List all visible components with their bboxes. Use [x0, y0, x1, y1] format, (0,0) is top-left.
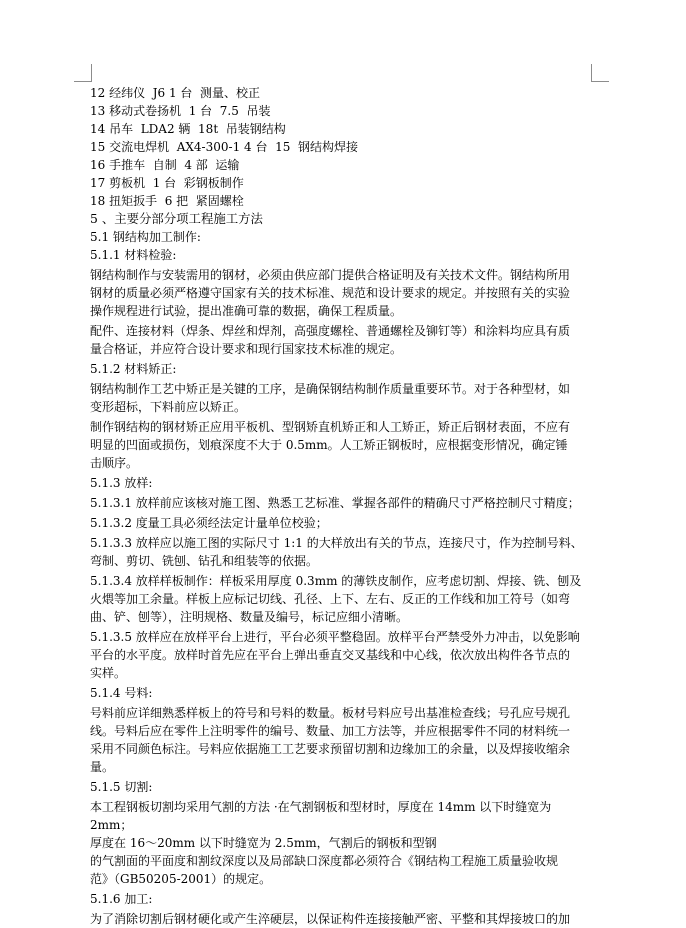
body-line: 5.1.3.4 放样样板制作：样板采用厚度 0.3mm 的薄铁皮制作，应考虑切割、焊接、铣、刨及: [90, 574, 582, 588]
equipment-line-12: 12 经纬仪 J6 1 台 测量、校正: [90, 86, 261, 100]
body-line: 操作规程进行试验，提出准确可靠的数据，确保工程质量。: [90, 304, 403, 318]
heading-5-1-5: 5.1.5 切割:: [90, 780, 153, 794]
equipment-line-13: 13 移动式卷扬机 1 台 7.5 吊装: [90, 104, 271, 118]
body-line: 配件、连接材料（焊条、焊丝和焊剂，高强度螺栓、普通螺栓及铆钉等）和涂料均应具有质: [90, 324, 571, 338]
section-heading-5: 5 、主要分部分项工程施工方法: [90, 211, 263, 226]
body-line: 5.1.3.1 放样前应该核对施工图、熟悉工艺标准、掌握各部件的精确尺寸严格控制尺寸精度；: [90, 496, 580, 510]
body-line: 火煨等加工余量。样板上应标记切线、孔径、上下、左右、反正的工作线和加工符号（如弯: [90, 592, 571, 606]
body-line: 击顺序。: [90, 456, 139, 470]
body-line: 线。号料后应在零件上注明零件的编号、数量、加工方法等，并应根据零件不同的材料统一: [90, 724, 571, 738]
body-line: 平台的水平度。放样时首先应在平台上弹出垂直交叉基线和中心线，依次放出构件各节点的: [90, 648, 571, 662]
body-line: 5.1.3.2 度量工具必须经法定计量单位校验；: [90, 516, 328, 530]
body-line: 范》（GB50205-2001）的规定。: [90, 872, 272, 886]
body-line: 本工程钢板切割均采用气割的方法 ·在气割钢板和型材时，厚度在 14mm 以下时缝宽为 2mm；: [90, 800, 556, 832]
heading-5-1-1: 5.1.1 材料检验:: [90, 248, 177, 262]
equipment-line-15: 15 交流电焊机 AX4-300-1 4 台 15 钢结构焊接: [90, 140, 358, 154]
body-line: 制作钢结构的钢材矫正应用平板机、型钢矫直机矫正和人工矫正，矫正后钢材表面，不应有: [90, 420, 571, 434]
body-line: 钢结构制作与安装需用的钢材，必须由供应部门提供合格证明及有关技术文件。钢结构所用: [90, 268, 571, 282]
body-line: 5.1.3.3 放样应以施工图的实际尺寸 1:1 的大样放出有关的节点，连接尺寸，作为控制号料、: [90, 536, 583, 550]
body-line: 采用不同颜色标注。号料应依据施工工艺要求预留切割和边缘加工的余量，以及焊接收缩余: [90, 742, 571, 756]
heading-5-1: 5.1 钢结构加工制作:: [90, 230, 201, 244]
body-line: 曲、铲、刨等），注明规格、数量及编号，标记应细小清晰。: [90, 610, 409, 624]
heading-5-1-2: 5.1.2 材料矫正:: [90, 362, 177, 376]
equipment-line-14: 14 吊车 LDA2 辆 18t 吊装钢结构: [90, 122, 286, 136]
body-line: 钢结构制作工艺中矫正是关键的工序，是确保钢结构制作质量重要环节。对于各种型材，如: [90, 382, 571, 396]
document-body: [90, 84, 594, 928]
body-line: 5.1.3.5 放样应在放样平台上进行，平台必须平整稳固。放样平台严禁受外力冲击，以免影响: [90, 630, 580, 644]
crop-mark-top-left: [74, 64, 92, 82]
heading-5-1-4: 5.1.4 号料:: [90, 686, 153, 700]
body-line: 量合格证，并应符合设计要求和现行国家技术标准的规定。: [90, 342, 403, 356]
body-line: 为了消除切割后钢材硬化或产生淬硬层，以保证构件连接接触严密、平整和其焊接坡口的加: [90, 912, 571, 926]
body-line: 的气割面的平面度和割纹深度以及局部缺口深度都必须符合《钢结构工程施工质量验收规: [90, 854, 559, 868]
body-line: 弯制、剪切、铣刨、钻孔和组装等的依据。: [90, 554, 319, 568]
body-line: 实样。: [90, 666, 127, 680]
heading-5-1-6: 5.1.6 加工:: [90, 892, 153, 906]
body-line: 号料前应详细熟悉样板上的符号和号料的数量。板材号料应号出基准检查线；号孔应号规孔: [90, 706, 571, 720]
body-line: 厚度在 16～20mm 以下时缝宽为 2.5mm，气割后的钢板和型钢: [90, 836, 437, 850]
body-line: 量。: [90, 760, 115, 774]
body-line: 明显的凹面或损伤，划痕深度不大于 0.5mm。人工矫正钢板时，应根据变形情况，确定锤: [90, 438, 568, 452]
equipment-line-18: 18 扭矩扳手 6 把 紧固螺栓: [90, 194, 244, 208]
heading-5-1-3: 5.1.3 放样:: [90, 476, 153, 490]
body-line: 变形超标，下料前应以矫正。: [90, 400, 247, 414]
equipment-line-16: 16 手推车 自制 4 部 运输: [90, 158, 240, 172]
body-line: 钢材的质量必须严格遵守国家有关的技术标准、规范和设计要求的规定。并按照有关的实验: [90, 286, 571, 300]
equipment-line-17: 17 剪板机 1 台 彩钢板制作: [90, 176, 244, 190]
crop-mark-top-right: [591, 64, 609, 82]
